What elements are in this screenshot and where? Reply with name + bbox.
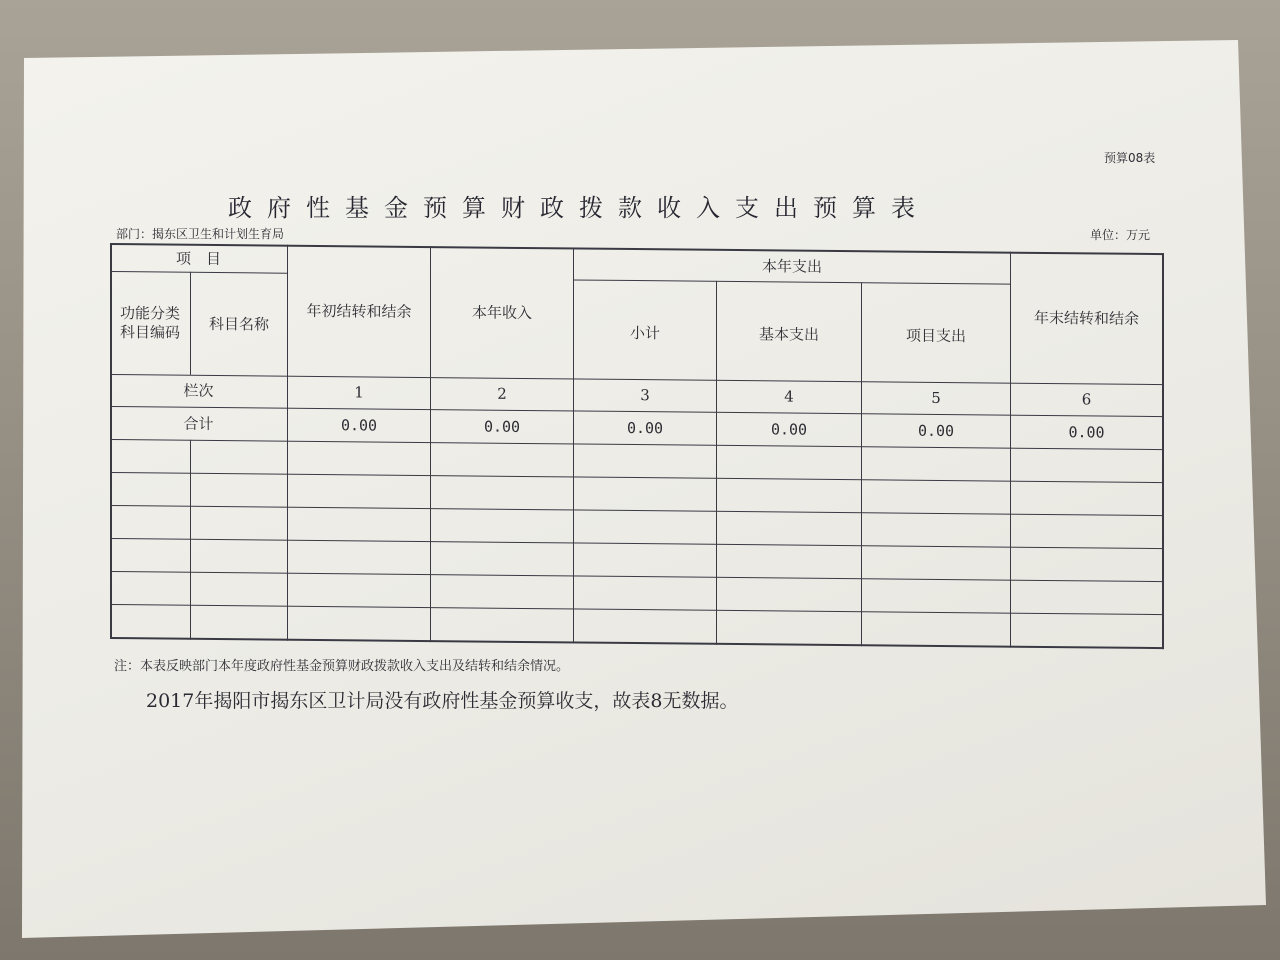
row-line-7	[110, 571, 1164, 582]
header-opening: 年初结转和结余	[306, 302, 412, 322]
header-closing: 年末结转和结余	[1033, 308, 1139, 329]
page-title: 政府性基金预算财政拨款收入支出预算表	[228, 194, 930, 222]
department-label: 部门：揭东区卫生和计划生育局	[116, 227, 285, 241]
row-line-6	[110, 538, 1164, 549]
row-line-5	[110, 505, 1164, 516]
total-value-project: 0.00	[917, 421, 955, 440]
row-line-8	[110, 604, 1164, 615]
header-income: 本年收入	[471, 303, 532, 323]
column-number: 3	[640, 386, 650, 405]
column-number: 4	[784, 387, 794, 406]
total-value-basic: 0.00	[770, 419, 808, 439]
unit-label: 单位：万元	[1090, 228, 1151, 242]
total-row-label: 合计	[183, 414, 214, 433]
handwritten-statement: 2017年揭阳市揭东区卫计局没有政府性基金预算收支，故表8无数据。	[146, 690, 739, 712]
header-basic: 基本支出	[758, 325, 819, 344]
table-border-right	[1162, 253, 1164, 649]
header-project: 项目支出	[905, 326, 966, 346]
budget-table	[110, 243, 1164, 649]
column-row-label: 栏次	[183, 381, 214, 401]
column-number: 6	[1081, 390, 1092, 409]
total-value-opening: 0.00	[340, 415, 378, 435]
vline-funccode-body	[190, 440, 191, 640]
table-note: 注：本表反映部门本年度政府性基金预算财政拨款收入支出及结转和结余情况。	[114, 659, 570, 674]
form-code: 预算08表	[1104, 151, 1156, 165]
row-line-4	[110, 472, 1164, 483]
header-subject-name: 科目名称	[208, 314, 269, 334]
column-number: 5	[931, 389, 941, 408]
column-number: 2	[497, 384, 507, 403]
header-subtotal: 小计	[629, 324, 660, 343]
header-func-code: 功能分类 科目编码	[119, 304, 180, 342]
total-value-income: 0.00	[483, 417, 521, 436]
header-item: 项 目	[175, 249, 221, 268]
header-expense-group: 本年支出	[761, 256, 822, 276]
total-value-closing: 0.00	[1068, 422, 1105, 442]
column-number: 1	[354, 383, 364, 402]
total-value-subtotal: 0.00	[626, 418, 664, 437]
